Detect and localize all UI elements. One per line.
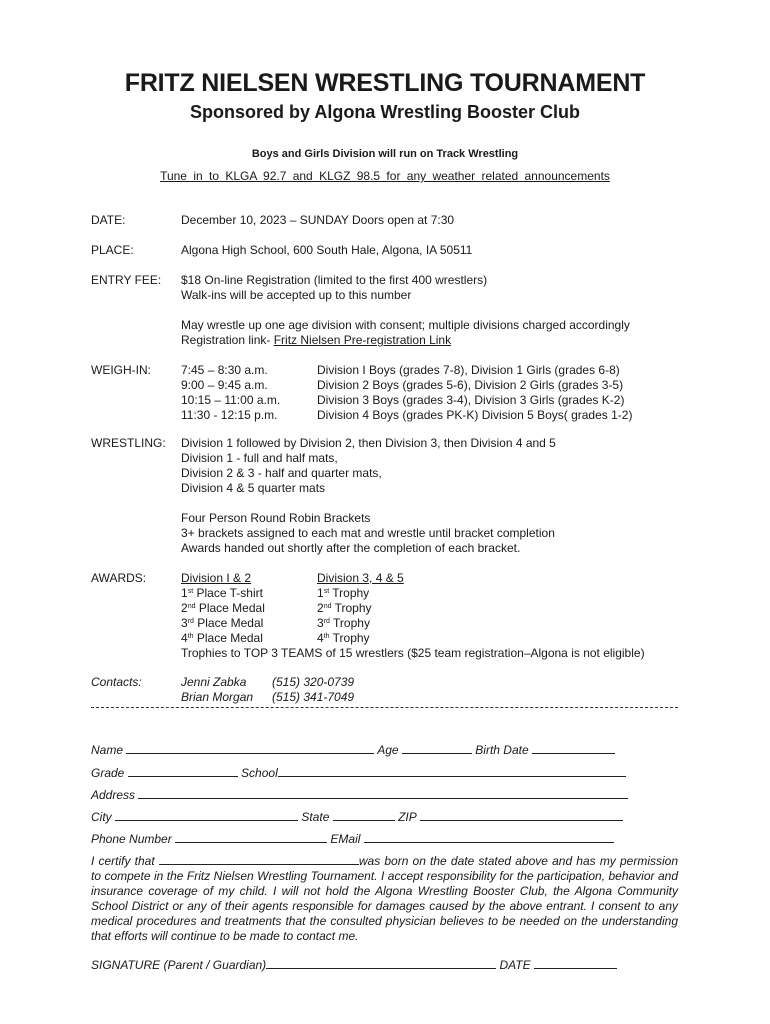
contact-names bbox=[181, 675, 253, 705]
wrestling-line: Division 2 & 3 - half and quarter mats, bbox=[181, 466, 382, 480]
weigh-in-time: 9:00 – 9:45 a.m. bbox=[181, 378, 268, 392]
school-field[interactable] bbox=[278, 765, 626, 777]
age-field[interactable] bbox=[402, 742, 472, 754]
phone-field[interactable] bbox=[175, 831, 327, 843]
entrant-name-field[interactable] bbox=[159, 853, 359, 865]
bracket-line: Awards handed out shortly after the completion of each bracket. bbox=[181, 541, 521, 555]
address-label: Address bbox=[91, 788, 136, 802]
page-title: FRITZ NIELSEN WRESTLING TOURNAMENT bbox=[124, 69, 646, 97]
weigh-in-division: Division 3 Boys (grades 3-4), Division 3 Girls (grades K-2) bbox=[317, 393, 625, 407]
contact-name: Jenni Zabka bbox=[181, 675, 247, 689]
entry-fee-label: ENTRY FEE: bbox=[91, 273, 162, 287]
contact-phones bbox=[272, 675, 354, 705]
radio-note: Tune in to KLGA 92.7 and KLGZ 98.5 for any weather related announcements bbox=[160, 169, 610, 183]
date-label: DATE: bbox=[91, 213, 126, 227]
team-trophy-note: Trophies to TOP 3 TEAMS of 15 wrestlers ($25 team registration–Algona is not eligible) bbox=[181, 646, 645, 660]
certification-statement bbox=[91, 853, 678, 944]
cut-line bbox=[91, 707, 678, 708]
weigh-in-division: Division 2 Boys (grades 5-6), Division 2 Girls (grades 3-5) bbox=[317, 378, 624, 392]
city-field[interactable] bbox=[115, 809, 298, 821]
wrestling-line: Division 1 - full and half mats, bbox=[181, 451, 338, 465]
award-row: 1st Place T-shirt bbox=[181, 586, 263, 600]
signature-label: SIGNATURE (Parent / Guardian) bbox=[91, 958, 267, 972]
bracket-line: Four Person Round Robin Brackets bbox=[181, 511, 371, 525]
division-note: Boys and Girls Division will run on Track Wrestling bbox=[251, 148, 519, 160]
place-value: Algona High School, 600 South Hale, Algona, IA 50511 bbox=[181, 243, 473, 257]
contact-name: Brian Morgan bbox=[181, 690, 254, 704]
city-label: City bbox=[91, 810, 112, 824]
awards-label: AWARDS: bbox=[91, 571, 147, 585]
birth-date-field[interactable] bbox=[532, 742, 615, 754]
name-field[interactable] bbox=[126, 742, 374, 754]
weigh-in-division: Division I Boys (grades 7-8), Division 1 Girls (grades 6-8) bbox=[317, 363, 620, 377]
form-row-phone bbox=[91, 831, 614, 846]
bracket-details bbox=[181, 511, 555, 556]
form-row-city bbox=[91, 809, 623, 824]
award-row: 3rd Trophy bbox=[317, 616, 370, 630]
page-subtitle: Sponsored by Algona Wrestling Booster Club bbox=[189, 102, 581, 122]
registration-link[interactable]: Fritz Nielsen Pre-registration Link bbox=[273, 333, 452, 347]
awards-col1-header: Division I & 2 bbox=[181, 571, 252, 585]
email-label: EMail bbox=[330, 832, 361, 846]
name-label: Name bbox=[91, 743, 124, 757]
grade-field[interactable] bbox=[128, 765, 238, 777]
award-row: 3rd Place Medal bbox=[181, 616, 264, 630]
grade-label: Grade bbox=[91, 766, 125, 780]
certify-start: I certify that bbox=[91, 854, 155, 868]
weigh-in-time: 10:15 – 11:00 a.m. bbox=[181, 393, 281, 407]
email-field[interactable] bbox=[364, 831, 614, 843]
award-row: 1st Trophy bbox=[317, 586, 370, 600]
state-label: State bbox=[301, 810, 330, 824]
entry-fee-details bbox=[181, 273, 487, 303]
weigh-in-division: Division 4 Boys (grades PK-K) Division 5 Boys( grades 1-2) bbox=[317, 408, 633, 422]
form-row-address bbox=[91, 787, 628, 802]
entry-fee-line: Walk-ins will be accepted up to this number bbox=[181, 288, 412, 302]
weigh-in-time: 11:30 - 12:15 p.m. bbox=[181, 408, 278, 422]
weigh-in-divisions bbox=[317, 363, 632, 423]
signature-date-label: DATE bbox=[499, 958, 531, 972]
award-row: 2nd Place Medal bbox=[181, 601, 265, 615]
bracket-line: 3+ brackets assigned to each mat and wrestle until bracket completion bbox=[181, 526, 555, 540]
award-row: 4th Place Medal bbox=[181, 631, 263, 645]
awards-col2 bbox=[317, 571, 404, 646]
phone-label: Phone Number bbox=[91, 832, 172, 846]
award-row: 4th Trophy bbox=[317, 631, 370, 645]
form-row-signature bbox=[91, 957, 617, 972]
wrestling-line: Division 4 & 5 quarter mats bbox=[181, 481, 326, 495]
signature-date-field[interactable] bbox=[534, 957, 617, 969]
awards-col2-header: Division 3, 4 & 5 bbox=[317, 571, 404, 585]
state-field[interactable] bbox=[333, 809, 395, 821]
entry-fee-extra bbox=[181, 318, 630, 348]
wrestling-details bbox=[181, 436, 556, 496]
awards-col1 bbox=[181, 571, 265, 646]
consent-note: May wrestle up one age division with consent; multiple divisions charged accordingly bbox=[181, 318, 630, 332]
wrestling-line: Division 1 followed by Division 2, then Division 3, then Division 4 and 5 bbox=[181, 436, 556, 450]
award-row: 2nd Trophy bbox=[317, 601, 372, 615]
registration-prefix: Registration link- bbox=[181, 333, 274, 347]
school-label: School bbox=[241, 766, 278, 780]
weigh-in-time: 7:45 – 8:30 a.m. bbox=[181, 363, 268, 377]
address-field[interactable] bbox=[138, 787, 628, 799]
date-value: December 10, 2023 – SUNDAY Doors open at 7:30 bbox=[181, 213, 455, 227]
zip-label: ZIP bbox=[398, 810, 417, 824]
place-label: PLACE: bbox=[91, 243, 134, 257]
wrestling-label: WRESTLING: bbox=[91, 436, 166, 450]
entry-fee-line: $18 On-line Registration (limited to the first 400 wrestlers) bbox=[181, 273, 488, 287]
weigh-in-times bbox=[181, 363, 280, 423]
contacts-label: Contacts: bbox=[91, 675, 142, 689]
age-label: Age bbox=[377, 743, 399, 757]
signature-field[interactable] bbox=[266, 957, 496, 969]
certify-text: was born on the date stated above and has my permission to compete in the Fritz Nielsen Wrestling Tournament. I accept responsibility for the participation, behavior and insurance coverage of my child. I will not hold the Algona Wrestling Booster Club, the Algona Community School District or any of their agents responsible for damages caused by the above entrant. I consent to any medical procedures and treatments that the consulted physician believes to be needed on the understanding that efforts will continue to be made to contact me. bbox=[91, 854, 678, 943]
form-row-name bbox=[91, 742, 615, 757]
registration-line bbox=[181, 333, 630, 348]
form-row-grade bbox=[91, 765, 626, 780]
contact-phone: (515) 320-0739 bbox=[272, 675, 355, 689]
zip-field[interactable] bbox=[420, 809, 623, 821]
contact-phone: (515) 341-7049 bbox=[272, 690, 355, 704]
weigh-in-label: WEIGH-IN: bbox=[91, 363, 151, 377]
birth-date-label: Birth Date bbox=[475, 743, 529, 757]
